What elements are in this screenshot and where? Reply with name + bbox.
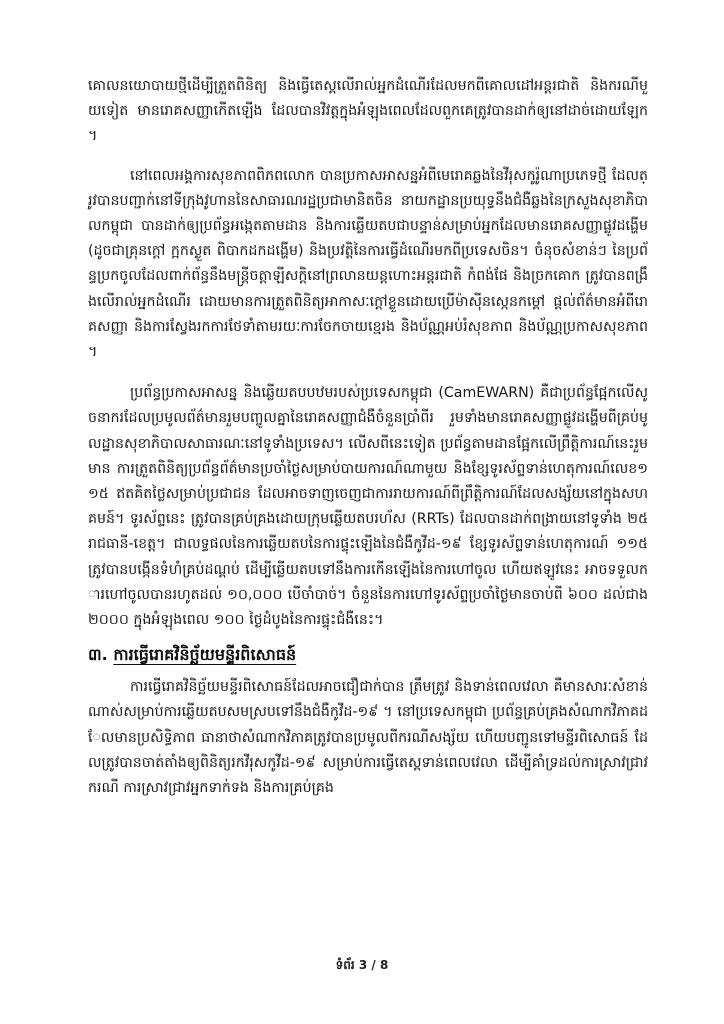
section-title: ការធ្វើរោគវិនិច្ឆ័យមន្ទីរពិសោធន៍ [113,645,297,665]
paragraph-4: ការធ្វើរោគវិនិច្ឆ័យមន្ទីរពិសោធន៍ដែលអាចជឿជាក់បាន ត្រឹមត្រូវ និងទាន់ពេលវេលា គឺមានសារៈសំខាន់ណាស់សម្រាប់ការឆ្លើយតបសមស្របទៅនឹងជំងឺកូវីដ-១៩ ។ នៅប្រទេសកម្ពុជា ប្រព័ន្ធគ្រប់គ្រងសំណាកវិភាគដែលមានប្រសិទ្ធិភាព ធានាថាសំណាកវិភាគត្រូវបានប្រមូលពីករណីសង្ស័យ ហើយបញ្ជូនទៅមន្ទីរពិសោធន៍ ដែលត្រូវបានចាត់តាំងឲ្យពិនិត្យរកវីរុសកូវីដ-១៩ សម្រាប់ការធ្វើតេស្តទាន់ពេលវេលា ដើម្បីគាំទ្រដល់ការស្រាវជ្រាវករណី ការស្រាវជ្រាវអ្នកទាក់ទង និងការគ្រប់គ្រង [88,679,648,797]
document-body [88,74,648,801]
paragraph-1: គោលនយោបាយថ្មីដើម្បីត្រួតពិនិត្យ និងធ្វើតេស្តលើរាល់អ្នកដំណើរដែលមកពីគោលដៅអន្តរជាតិ និងករណីមួយទៀត មានរោគសញ្ញាកើតឡើង ដែលបានវិវត្តក្នុងអំឡុងពេលដែលពួកគេត្រូវបានដាក់ឲ្យនៅដាច់ដោយឡែក។ [88,78,648,145]
section-number: ៣. [88,645,108,665]
section-heading [88,641,648,669]
paragraph-3: ប្រព័ន្ធប្រកាសអាសន្ន និងឆ្លើយតបបឋមរបស់ប្រទេសកម្ពុជា (CamEWARN) គឺជាប្រព័ន្ធផ្អែកលើសូចនាករដែលប្រមូលព័ត៌មានរួមបញ្ចូលគ្នានៃរោគសញ្ញាជំងឺចំនួនប្រាំពីរ រួមទាំងមានរោគសញ្ញាផ្លូវដង្ហើមពីគ្រប់មូលដ្ឋានសុខាភិបាលសាធារណៈនៅទូទាំងប្រទេស។ លើសពីនេះទៀត ប្រព័ន្ធតាមដានផ្អែកលើព្រឹត្តិការណ៍នេះរួមមាន ការត្រួតពិនិត្យប្រព័ន្ធព័ត៌មានប្រចាំថ្ងៃសម្រាប់បាយការណ៍ណាមួយ និងខ្សែទូរស័ព្ទទាន់ហេតុការណ៍លេខ១១៥ ឥតគិតថ្លៃសម្រាប់ប្រជាជន ដែលអាចទាញចេញជាការរាយការណ៍ពីព្រឹត្តិការណ៍ដែលសង្ស័យនៅក្នុងសហគមន៍។ ទូរស័ព្ទនេះ ត្រូវបានគ្រប់គ្រងដោយក្រុមឆ្លើយតបរហ័ស (RRTs) ដែលបានដាក់ពង្រាយនៅទូទាំង ២៥រាជធានី-ខេត្ត។ ជាលទ្ធផលនៃការឆ្លើយតបនៃការផ្ទុះឡើងនៃជំងឺកូវីដ-១៩ ខ្សែទូរស័ព្ទទាន់ហេតុការណ៍ ១១៥ ត្រូវបានបង្កើនទំហំគ្រប់ដណ្តប់ ដើម្បីឆ្លើយតបទៅនឹងការកើនឡើងនៃការហៅចូល ហើយឥឡូវនេះ អាចទទួលការហៅចូលបានរហូតដល់ ១០,០០០ បើចាំបាច់។ ចំនួននៃការហៅទូរស័ព្ទប្រចាំថ្ងៃមានចាប់ពី ៦០០ ដល់ជាង ២០០០ ក្នុងអំឡុងពេល ១០០ ថ្ងៃដំបូងនៃការផ្ទុះជំងឺនេះ។ [88,385,648,629]
page-number: ទំព័រ 3 / 8 [335,958,389,972]
paragraph-2: នៅពេលអង្គការសុខភាពពិភពលោក បានប្រកាសអាសន្នអំពីមេរោគឆ្លងនៃវីរុសកូរ៉ូណាប្រភេទថ្មី ដែលត្រូវបានបញ្ជាក់នៅទីក្រុងវូហាននៃសាធារណរដ្ឋប្រជាមានិតចិន នាយកដ្ឋានប្រយុទ្ធនឹងជំងឺឆ្លងនៃក្រសួងសុខាភិបាលកម្ពុជា បានដាក់ឲ្យប្រព័ន្ធអង្កេតតាមដាន និងការឆ្លើយតបជាបន្ទាន់សម្រាប់អ្នកដែលមានរោគសញ្ញាផ្លូវដង្ហើម (ដូចជាគ្រុនក្តៅ ក្អកស្ងួត ពិបាកដកដង្ហើម) និងប្រវត្តិនៃការធ្វើដំណើរមកពីប្រទេសចិន។ ចំនុចសំខាន់ៗ នៃប្រព័ន្ធប្រកចូលដែលពាក់ព័ន្ធនឹងមន្ត្រីចត្តាឡីសក្តិនៅព្រលានយន្តហោះអន្តរជាតិ កំពង់ផែ និងច្រកគោក ត្រូវបានពង្រឹងលើរាល់អ្នកដំណើរ ដោយមានការត្រួតពិនិត្យអាកាសៈក្តៅខ្លួនដោយប្រើម៉ាស៊ីនស្កេនកម្តៅ ផ្តល់ព័ត៌មានអំពីរោគសញ្ញា និងការស្វែងរកការថែទាំតាមរយៈការចែកចាយខ្មេរង និងប័ណ្ណអប់រំសុខភាព និងប័ណ្ណប្រកាសសុខភាព។ [88,167,648,361]
